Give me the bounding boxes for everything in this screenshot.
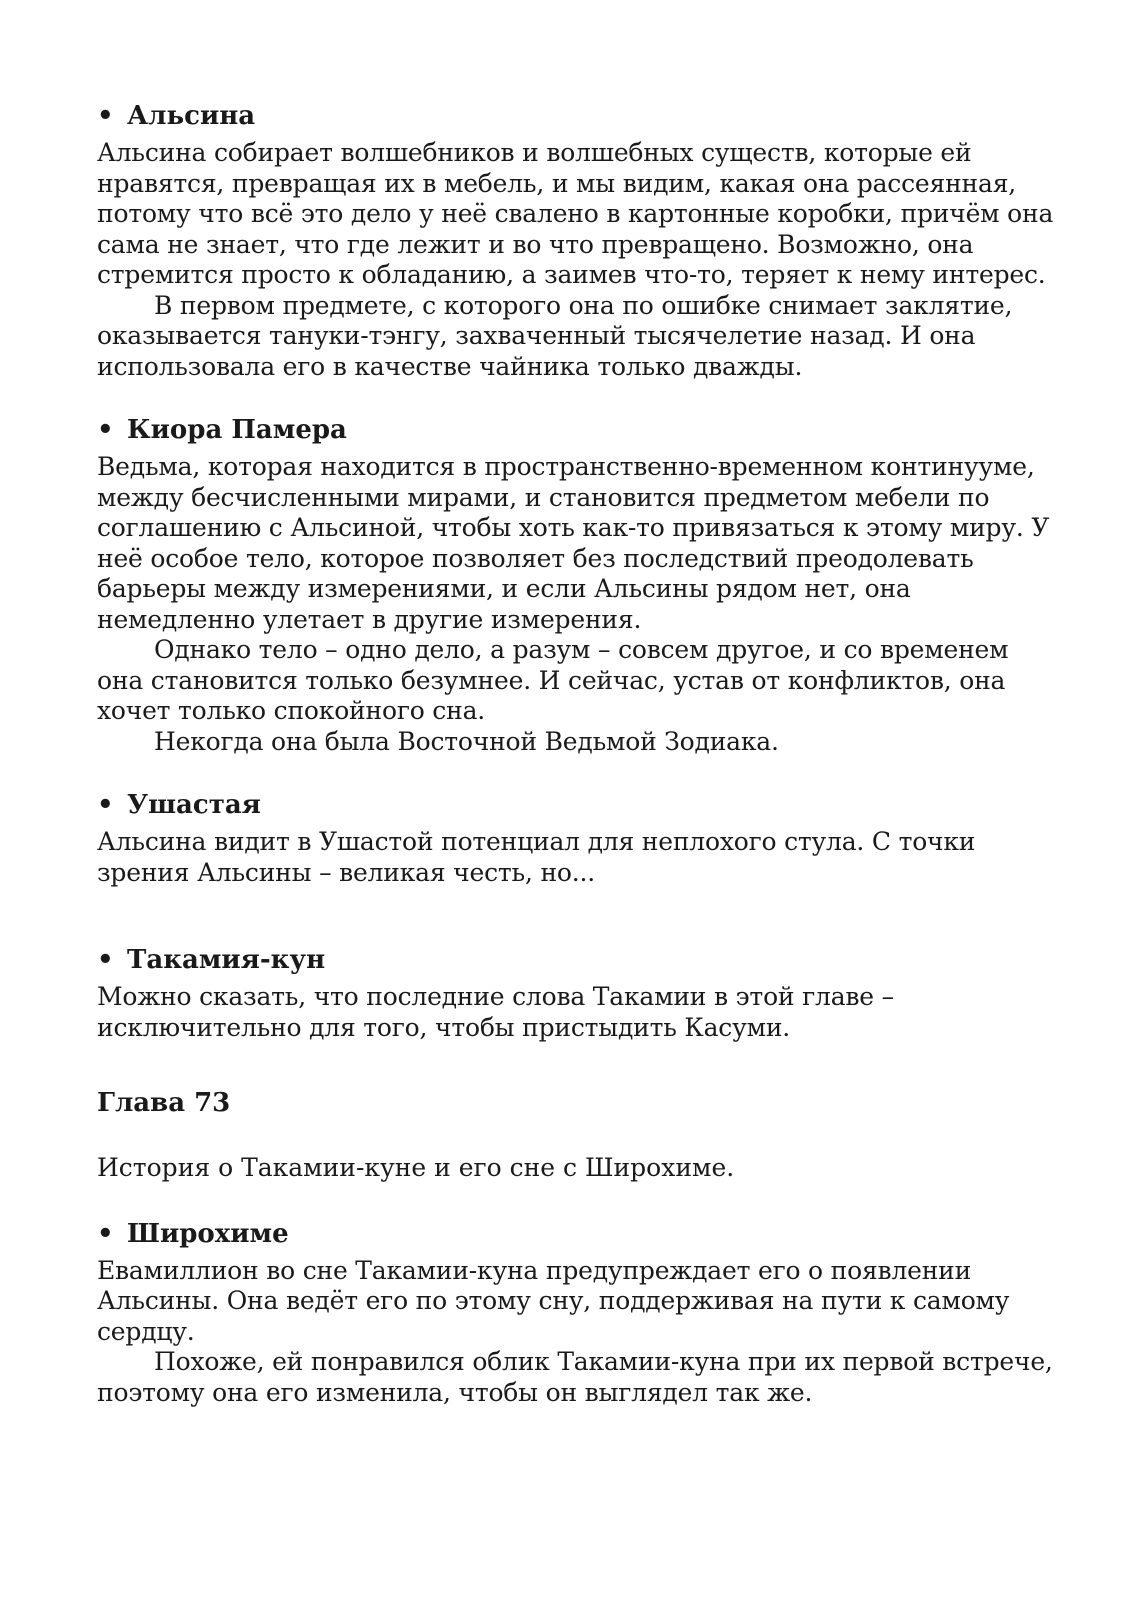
bullet-icon: • [97,415,114,445]
paragraph: Похоже, ей понравился облик Такамии-куна при их первой встрече, поэтому она его изменила, чтобы он выглядел так же. [97,1347,1053,1407]
paragraph: Альсина видит в Ушастой потенциал для неплохого стула. С точки зрения Альсины – великая честь, но... [97,827,976,887]
bullet-icon: • [97,790,114,820]
section-heading [97,785,1057,825]
section-heading [97,940,1057,980]
section-heading [97,1214,1057,1254]
bullet-icon: • [97,101,114,131]
paragraph: Евамиллион во сне Такамии-куна предупреждает его о появлении Альсины. Она ведёт его по этому сну, поддерживая на пути к самому сердцу. [97,1255,1010,1346]
paragraph: В первом предмете, с которого она по ошибке снимает заклятие, оказывается тануки-тэнгу, захваченный тысячелетие назад. И она использовала его в качестве чайника только дважды. [97,290,1013,381]
bullet-icon: • [97,1218,114,1249]
section-heading [97,96,1057,136]
section-heading [97,410,1057,450]
paragraph: Некогда она была Восточной Ведьмой Зодиака. [154,726,779,756]
paragraph: Однако тело – одно дело, а разум – совсем другое, и со временем она становится только безумнее. И сейчас, устав от конфликтов, она хочет только спокойного сна. [97,635,1009,725]
heading-text: Широхиме [127,1218,289,1249]
character-section-takamiya-kun [97,940,1057,1043]
paragraph: Можно сказать, что последние слова Такамии в этой главе – исключительно для того, чтобы пристыдить Касуми. [97,982,894,1042]
chapter-title: Глава 73 [97,1088,231,1118]
heading-text: Ушастая [127,790,261,820]
heading-text: Такамия-кун [127,945,326,975]
character-section-alsina [97,96,1057,382]
bullet-icon: • [97,945,114,975]
character-section-shirohime [97,1214,1057,1409]
chapter-summary: История о Такамии-куне и его сне с Широхиме. [97,1153,735,1182]
document-page [97,96,1057,1438]
character-section-ushastaya [97,785,1057,888]
paragraph: Альсина собирает волшебников и волшебных существ, которые ей нравятся, превращая их в мебель, и мы видим, какая она рассеянная, потому что всё это дело у неё свалено в картонные коробки, причём она сама не знает, что где лежит и во что превращено. Возможно, она стремится просто к обладанию, а заимев что-то, теряет к нему интерес. [97,138,1054,289]
character-section-kiora-pamera [97,410,1057,757]
heading-text: Киора Памера [127,415,347,445]
paragraph: Ведьма, которая находится в пространственно-временном континууме, между бесчисленными мирами, и становится предметом мебели по соглашению с Альсиной, чтобы хоть как-то привязаться к этому миру. У неё особое тело, которое позволяет без последствий преодолевать барьеры между измерениями, и если Альсины рядом нет, она немедленно улетает в другие измерения. [97,452,1050,634]
heading-text: Альсина [127,101,256,131]
